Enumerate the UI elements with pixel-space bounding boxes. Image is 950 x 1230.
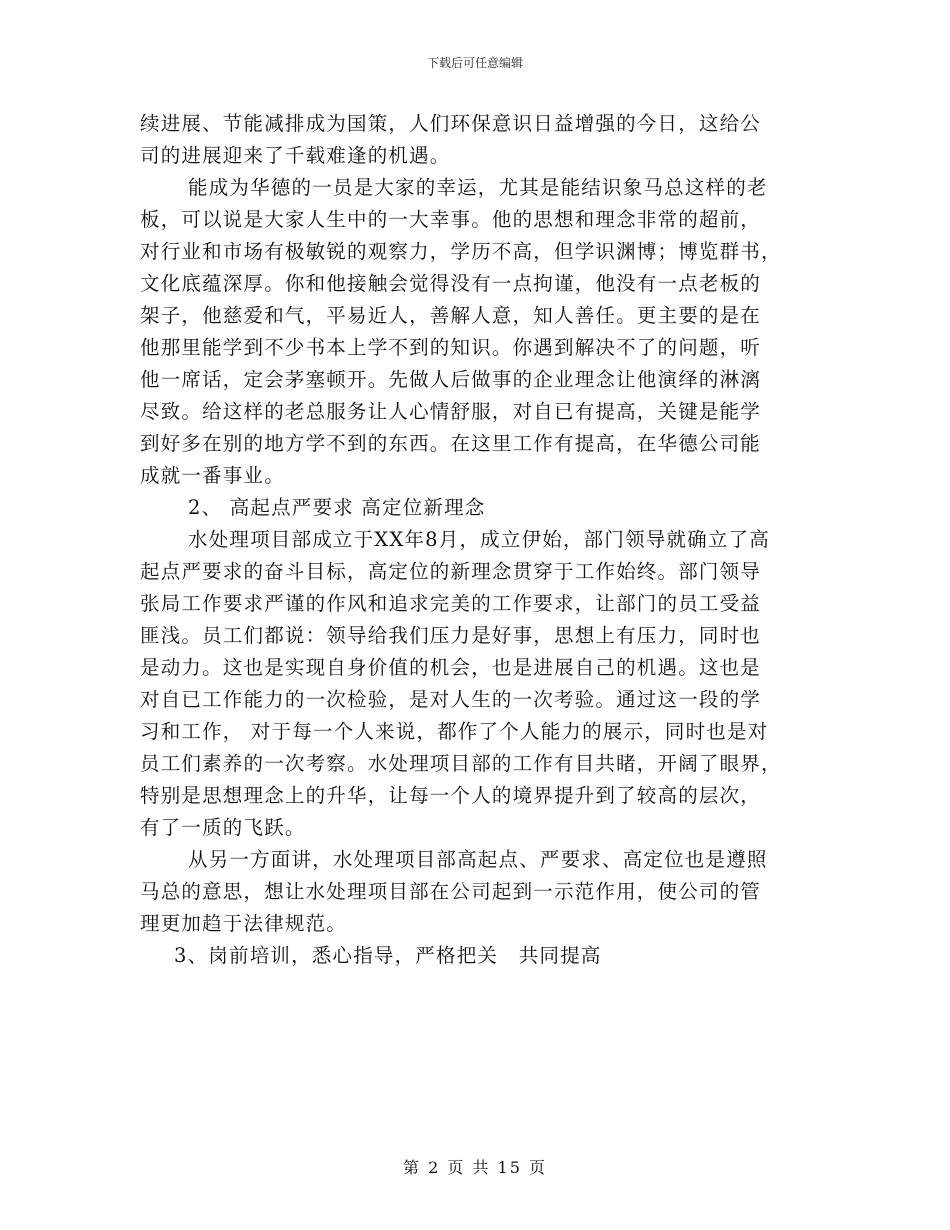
text-line: 是动力。这也是实现自身价值的机会，也是进展自己的机遇。这也是 [140,656,762,679]
section-heading: 2、 高起点严要求 高定位新理念 [188,496,486,519]
text-line: 习和工作， 对于每一个人来说，都作了个人能力的展示，同时也是对 [140,720,769,743]
text-line: 马总的意思，想让水处理项目部在公司起到一示范作用，使公司的管 [140,880,762,903]
text-line: 他那里能学到不少书本上学不到的知识。你遇到解决不了的问题，听 [140,336,762,359]
text-line: 文化底蕴深厚。你和他接触会觉得没有一点拘谨，他没有一点老板的 [140,272,762,295]
text-line: 理更加趋于法律规范。 [140,912,348,935]
page-footer: 第 2 页 共 15 页 [403,1158,547,1177]
text-line: 能成为华德的一员是大家的幸运，尤其是能结识象马总这样的老 [188,176,768,199]
section-heading: 3、岗前培训，悉心指导，严格把关 共同提高 [174,944,602,967]
text-line: 司的进展迎来了千载难逢的机遇。 [140,144,451,167]
text-line: 有了一质的飞跃。 [140,816,306,839]
text-line: 架子，他慈爱和气，平易近人，善解人意，知人善任。更主要的是在 [140,304,762,327]
text-line: 员工们素养的一次考察。水处理项目部的工作有目共睹，开阔了眼界， [140,752,782,775]
text-line: 特别是思想理念上的升华，让每一个人的境界提升到了较高的层次， [140,784,762,807]
text-line: 成就一番事业。 [140,464,285,487]
text-line: 对自已工作能力的一次检验，是对人生的一次考验。通过这一段的学 [140,688,762,711]
document-body [140,108,810,972]
text-line: 续进展、节能减排成为国策，人们环保意识日益增强的今日，这给公 [140,112,762,135]
text-line: 到好多在别的地方学不到的东西。在这里工作有提高，在华德公司能 [140,432,762,455]
text-line: 匪浅。员工们都说：领导给我们压力是好事，思想上有压力，同时也 [140,624,762,647]
text-line: 尽致。给这样的老总服务让人心情舒服，对自已有提高，关键是能学 [140,400,762,423]
text-line: 板，可以说是大家人生中的一大幸事。他的思想和理念非常的超前， [140,208,762,231]
page-header: 下载后可任意编辑 [426,56,523,70]
text-line: 起点严要求的奋斗目标，高定位的新理念贯穿于工作始终。部门领导 [140,560,762,583]
text-line: 对行业和市场有极敏锐的观察力，学历不高，但学识渊博；博览群书， [140,240,782,263]
text-line: 他一席话，定会茅塞顿开。先做人后做事的企业理念让他演绎的淋漓 [140,368,762,391]
text-line: 水处理项目部成立于XX年8月，成立伊始，部门领导就确立了高 [188,528,770,551]
text-line: 从另一方面讲，水处理项目部高起点、严要求、高定位也是遵照 [188,848,768,871]
text-line: 张局工作要求严谨的作风和追求完美的工作要求，让部门的员工受益 [140,592,762,615]
